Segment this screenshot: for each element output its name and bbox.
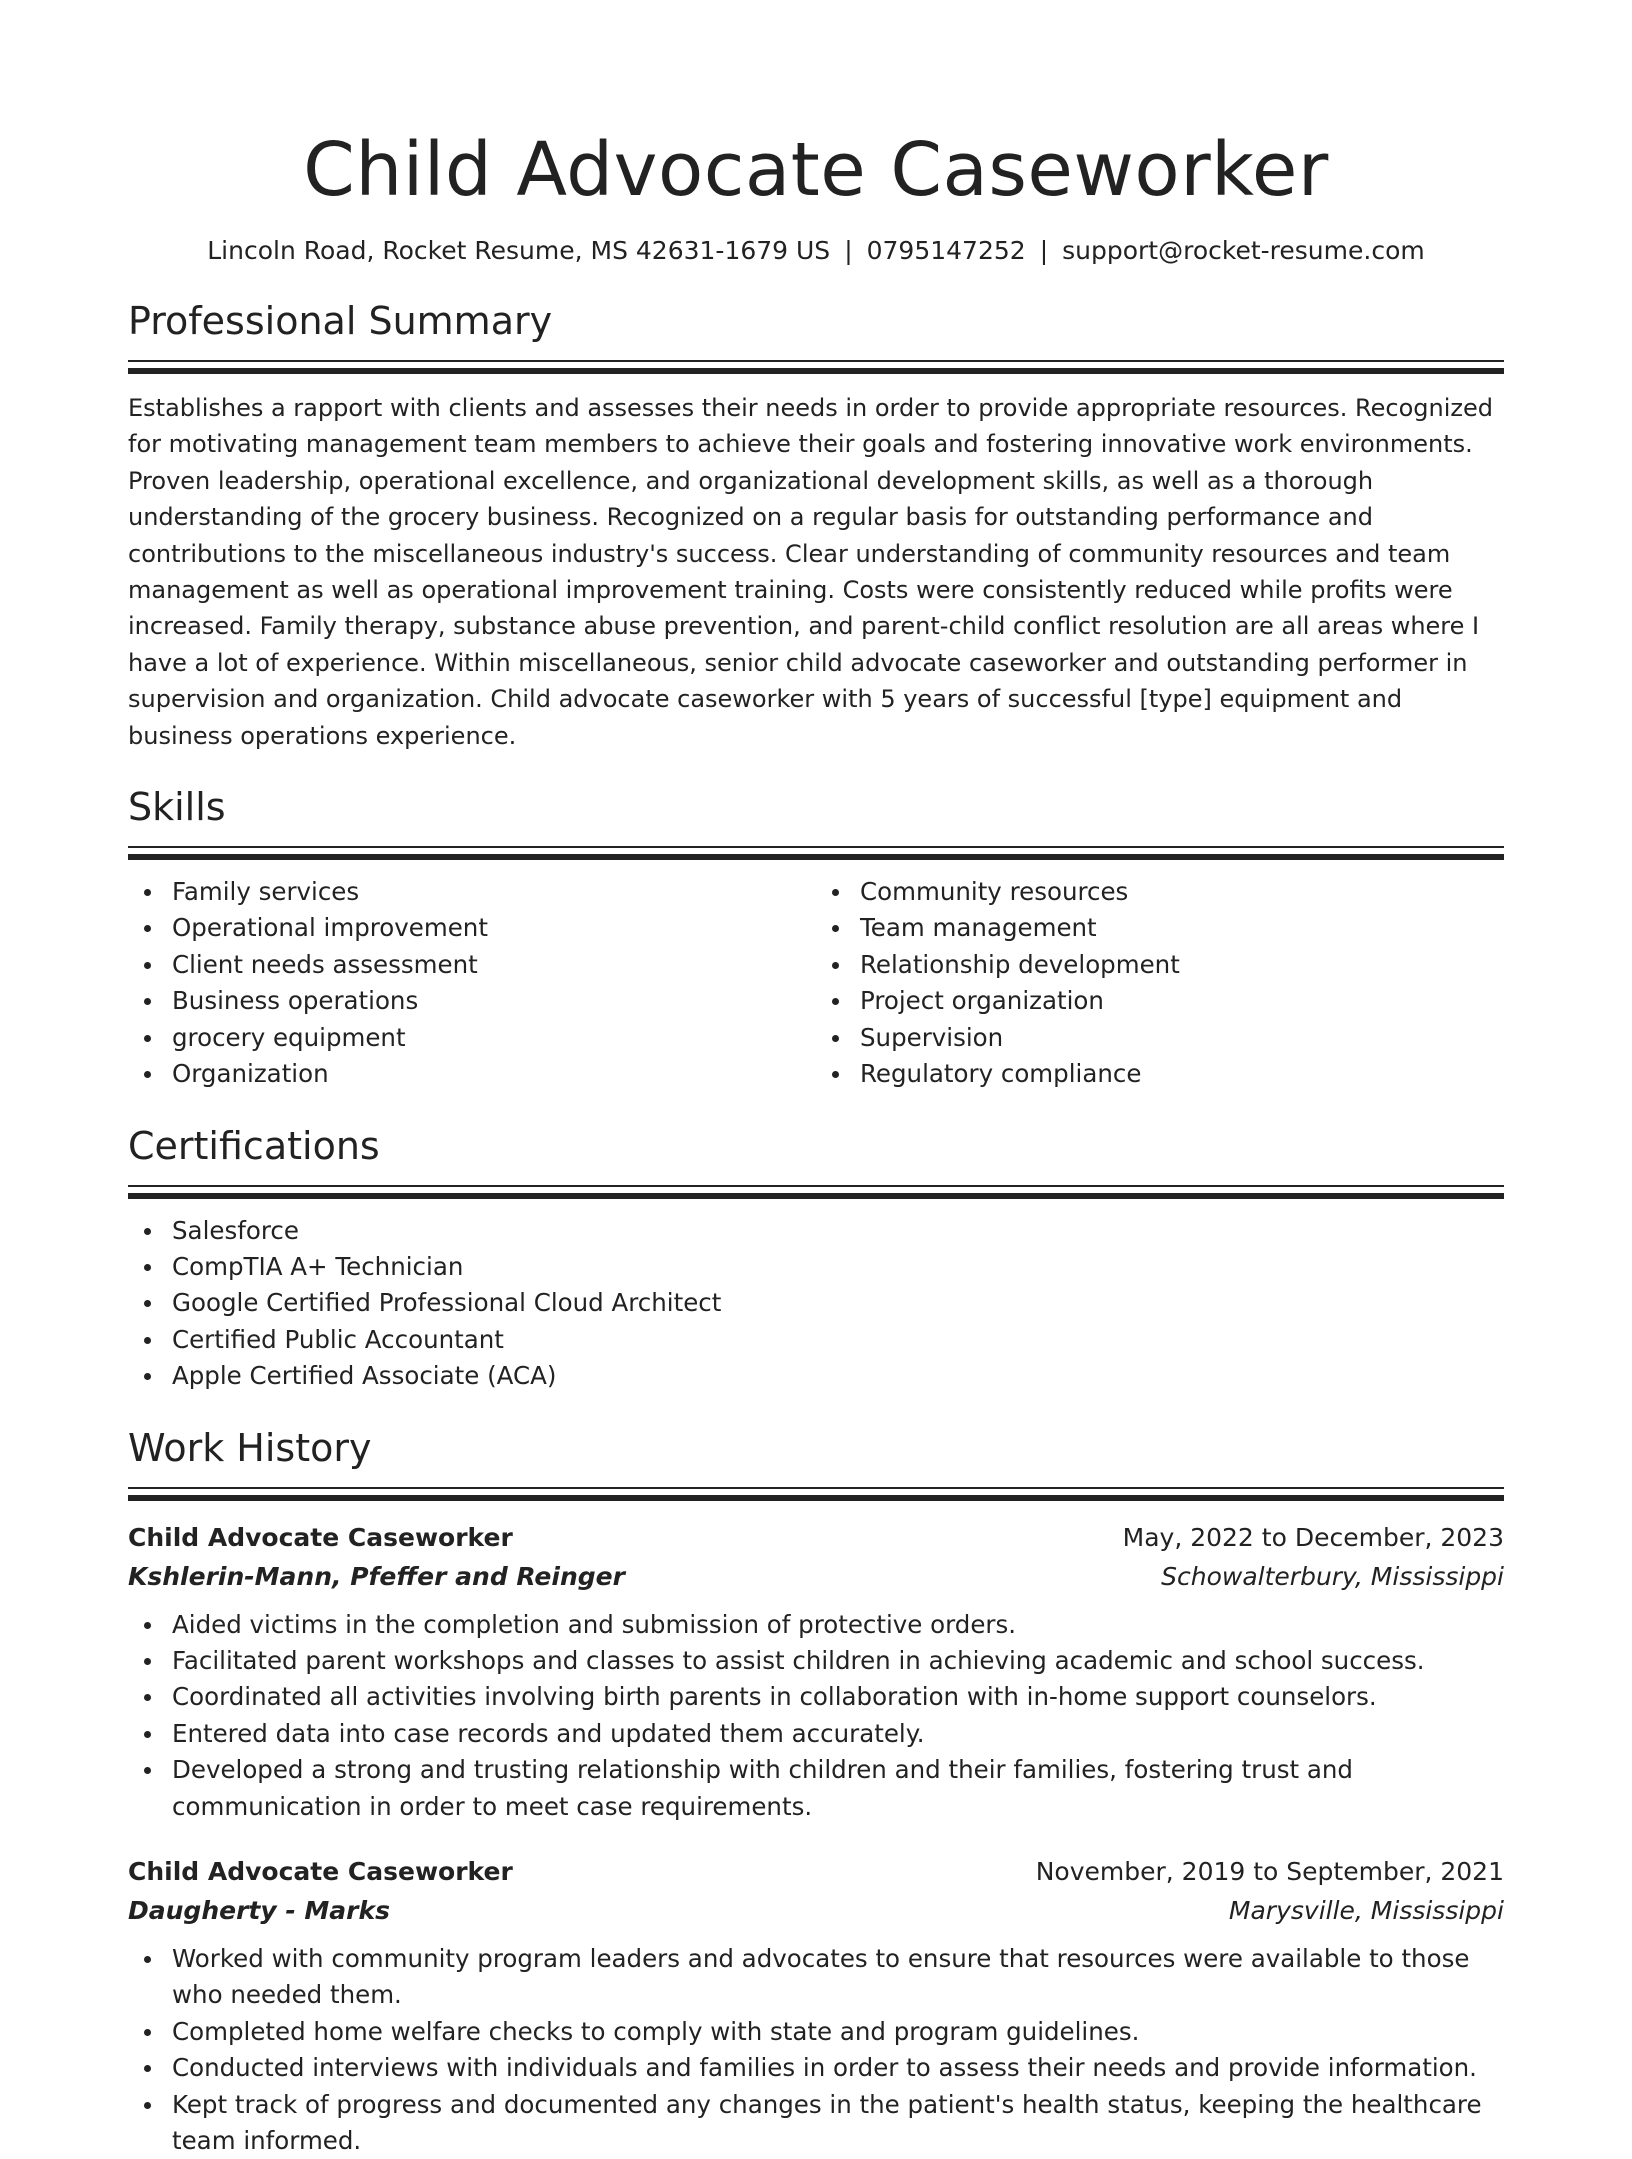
- job-entry: [128, 1519, 1504, 1825]
- certification-item: Salesforce: [128, 1213, 1504, 1249]
- candidate-name: Child Advocate Caseworker: [303, 127, 1329, 213]
- job-dates: May, 2022 to December, 2023: [1122, 1522, 1504, 1552]
- contact-line: [128, 234, 1504, 268]
- certifications-heading: Certifications: [128, 1123, 380, 1168]
- skill-item: Business operations: [128, 983, 816, 1019]
- job-duties-list: [128, 1941, 1504, 2159]
- certifications-list: [128, 1213, 1504, 1395]
- job-duty: Coordinated all activities involving birth parents in collaboration with in-home support counselors.: [128, 1679, 1504, 1715]
- contact-separator: |: [844, 236, 853, 265]
- contact-address: Lincoln Road, Rocket Resume, MS 42631-1679 US: [207, 236, 831, 265]
- job-title: Child Advocate Caseworker: [128, 1522, 513, 1552]
- skill-item: Organization: [128, 1056, 816, 1092]
- work-history-section: [128, 1423, 1504, 2159]
- job-entry: [128, 1853, 1504, 2159]
- job-header-row: [128, 1519, 1504, 1557]
- skills-heading: Skills: [128, 785, 226, 830]
- contact-phone: 0795147252: [866, 236, 1026, 265]
- job-duty: Worked with community program leaders and advocates to ensure that resources were available to those who needed them.: [128, 1941, 1504, 2014]
- section-divider: [128, 1487, 1504, 1501]
- section-divider: [128, 360, 1504, 374]
- certifications-section: [128, 1121, 1504, 1395]
- skill-item: grocery equipment: [128, 1020, 816, 1056]
- job-duty: Aided victims in the completion and submission of protective orders.: [128, 1607, 1504, 1643]
- skill-item: Regulatory compliance: [816, 1056, 1504, 1092]
- skill-item: Team management: [816, 910, 1504, 946]
- job-duty: Entered data into case records and updated them accurately.: [128, 1716, 1504, 1752]
- job-location: Schowalterbury, Mississippi: [1161, 1561, 1504, 1591]
- skill-item: Relationship development: [816, 947, 1504, 983]
- skills-column-right: [816, 874, 1504, 1092]
- skills-column-left: [128, 874, 816, 1092]
- job-title: Child Advocate Caseworker: [128, 1856, 513, 1886]
- job-duties-list: [128, 1607, 1504, 1825]
- job-duty: Conducted interviews with individuals and families in order to assess their needs and provide information.: [128, 2050, 1504, 2086]
- job-duty: Kept track of progress and documented any changes in the patient's health status, keeping the healthcare team informed.: [128, 2087, 1504, 2159]
- section-divider: [128, 1185, 1504, 1199]
- job-dates: November, 2019 to September, 2021: [1035, 1856, 1504, 1886]
- contact-email[interactable]: support@rocket-resume.com: [1062, 236, 1425, 265]
- skill-item: Family services: [128, 874, 816, 910]
- job-company: Daugherty - Marks: [128, 1895, 391, 1925]
- certification-item: Apple Certified Associate (ACA): [128, 1358, 1504, 1394]
- job-employer-row: [128, 1891, 1504, 1931]
- skills-grid: [128, 874, 1504, 1092]
- contact-separator: |: [1039, 236, 1049, 265]
- summary-heading: Professional Summary: [128, 299, 553, 343]
- summary-section: [128, 296, 1504, 754]
- job-header-row: [128, 1853, 1504, 1891]
- skill-item: Project organization: [816, 983, 1504, 1019]
- certification-item: Certified Public Accountant: [128, 1322, 1504, 1358]
- skill-item: Community resources: [816, 874, 1504, 910]
- job-duty: Facilitated parent workshops and classes to assist children in achieving academic and school success.: [128, 1643, 1504, 1679]
- summary-text: Establishes a rapport with clients and assesses their needs in order to provide appropriate resources. Recognized for motivating management team members to achieve their goals and fostering innovative work environments. Proven leadership, operational excellence, and organizational development skills, as well as a thorough understanding of the grocery business. Recognized on a regular basis for outstanding performance and contributions to the miscellaneous industry's success. Clear understanding of community resources and team management as well as operational improvement training. Costs were consistently reduced while profits were increased. Family therapy, substance abuse prevention, and parent-child conflict resolution are all areas where I have a lot of experience. Within miscellaneous, senior child advocate caseworker and outstanding performer in supervision and organization. Child advocate caseworker with 5 years of successful [type] equipment and business operations experience.: [128, 394, 1493, 750]
- skill-item: Client needs assessment: [128, 947, 816, 983]
- section-divider: [128, 846, 1504, 860]
- job-duty: Developed a strong and trusting relationship with children and their families, fostering trust and communication in order to meet case requirements.: [128, 1752, 1504, 1825]
- work-history-heading: Work History: [128, 1425, 372, 1470]
- skills-section: [128, 782, 1504, 1092]
- job-location: Marysville, Mississippi: [1228, 1895, 1504, 1925]
- job-employer-row: [128, 1557, 1504, 1597]
- certification-item: Google Certified Professional Cloud Architect: [128, 1285, 1504, 1321]
- skill-item: Operational improvement: [128, 910, 816, 946]
- job-company: Kshlerin-Mann, Pfeffer and Reinger: [128, 1561, 625, 1591]
- job-duty: Completed home welfare checks to comply with state and program guidelines.: [128, 2014, 1504, 2050]
- skill-item: Supervision: [816, 1020, 1504, 1056]
- certification-item: CompTIA A+ Technician: [128, 1249, 1504, 1285]
